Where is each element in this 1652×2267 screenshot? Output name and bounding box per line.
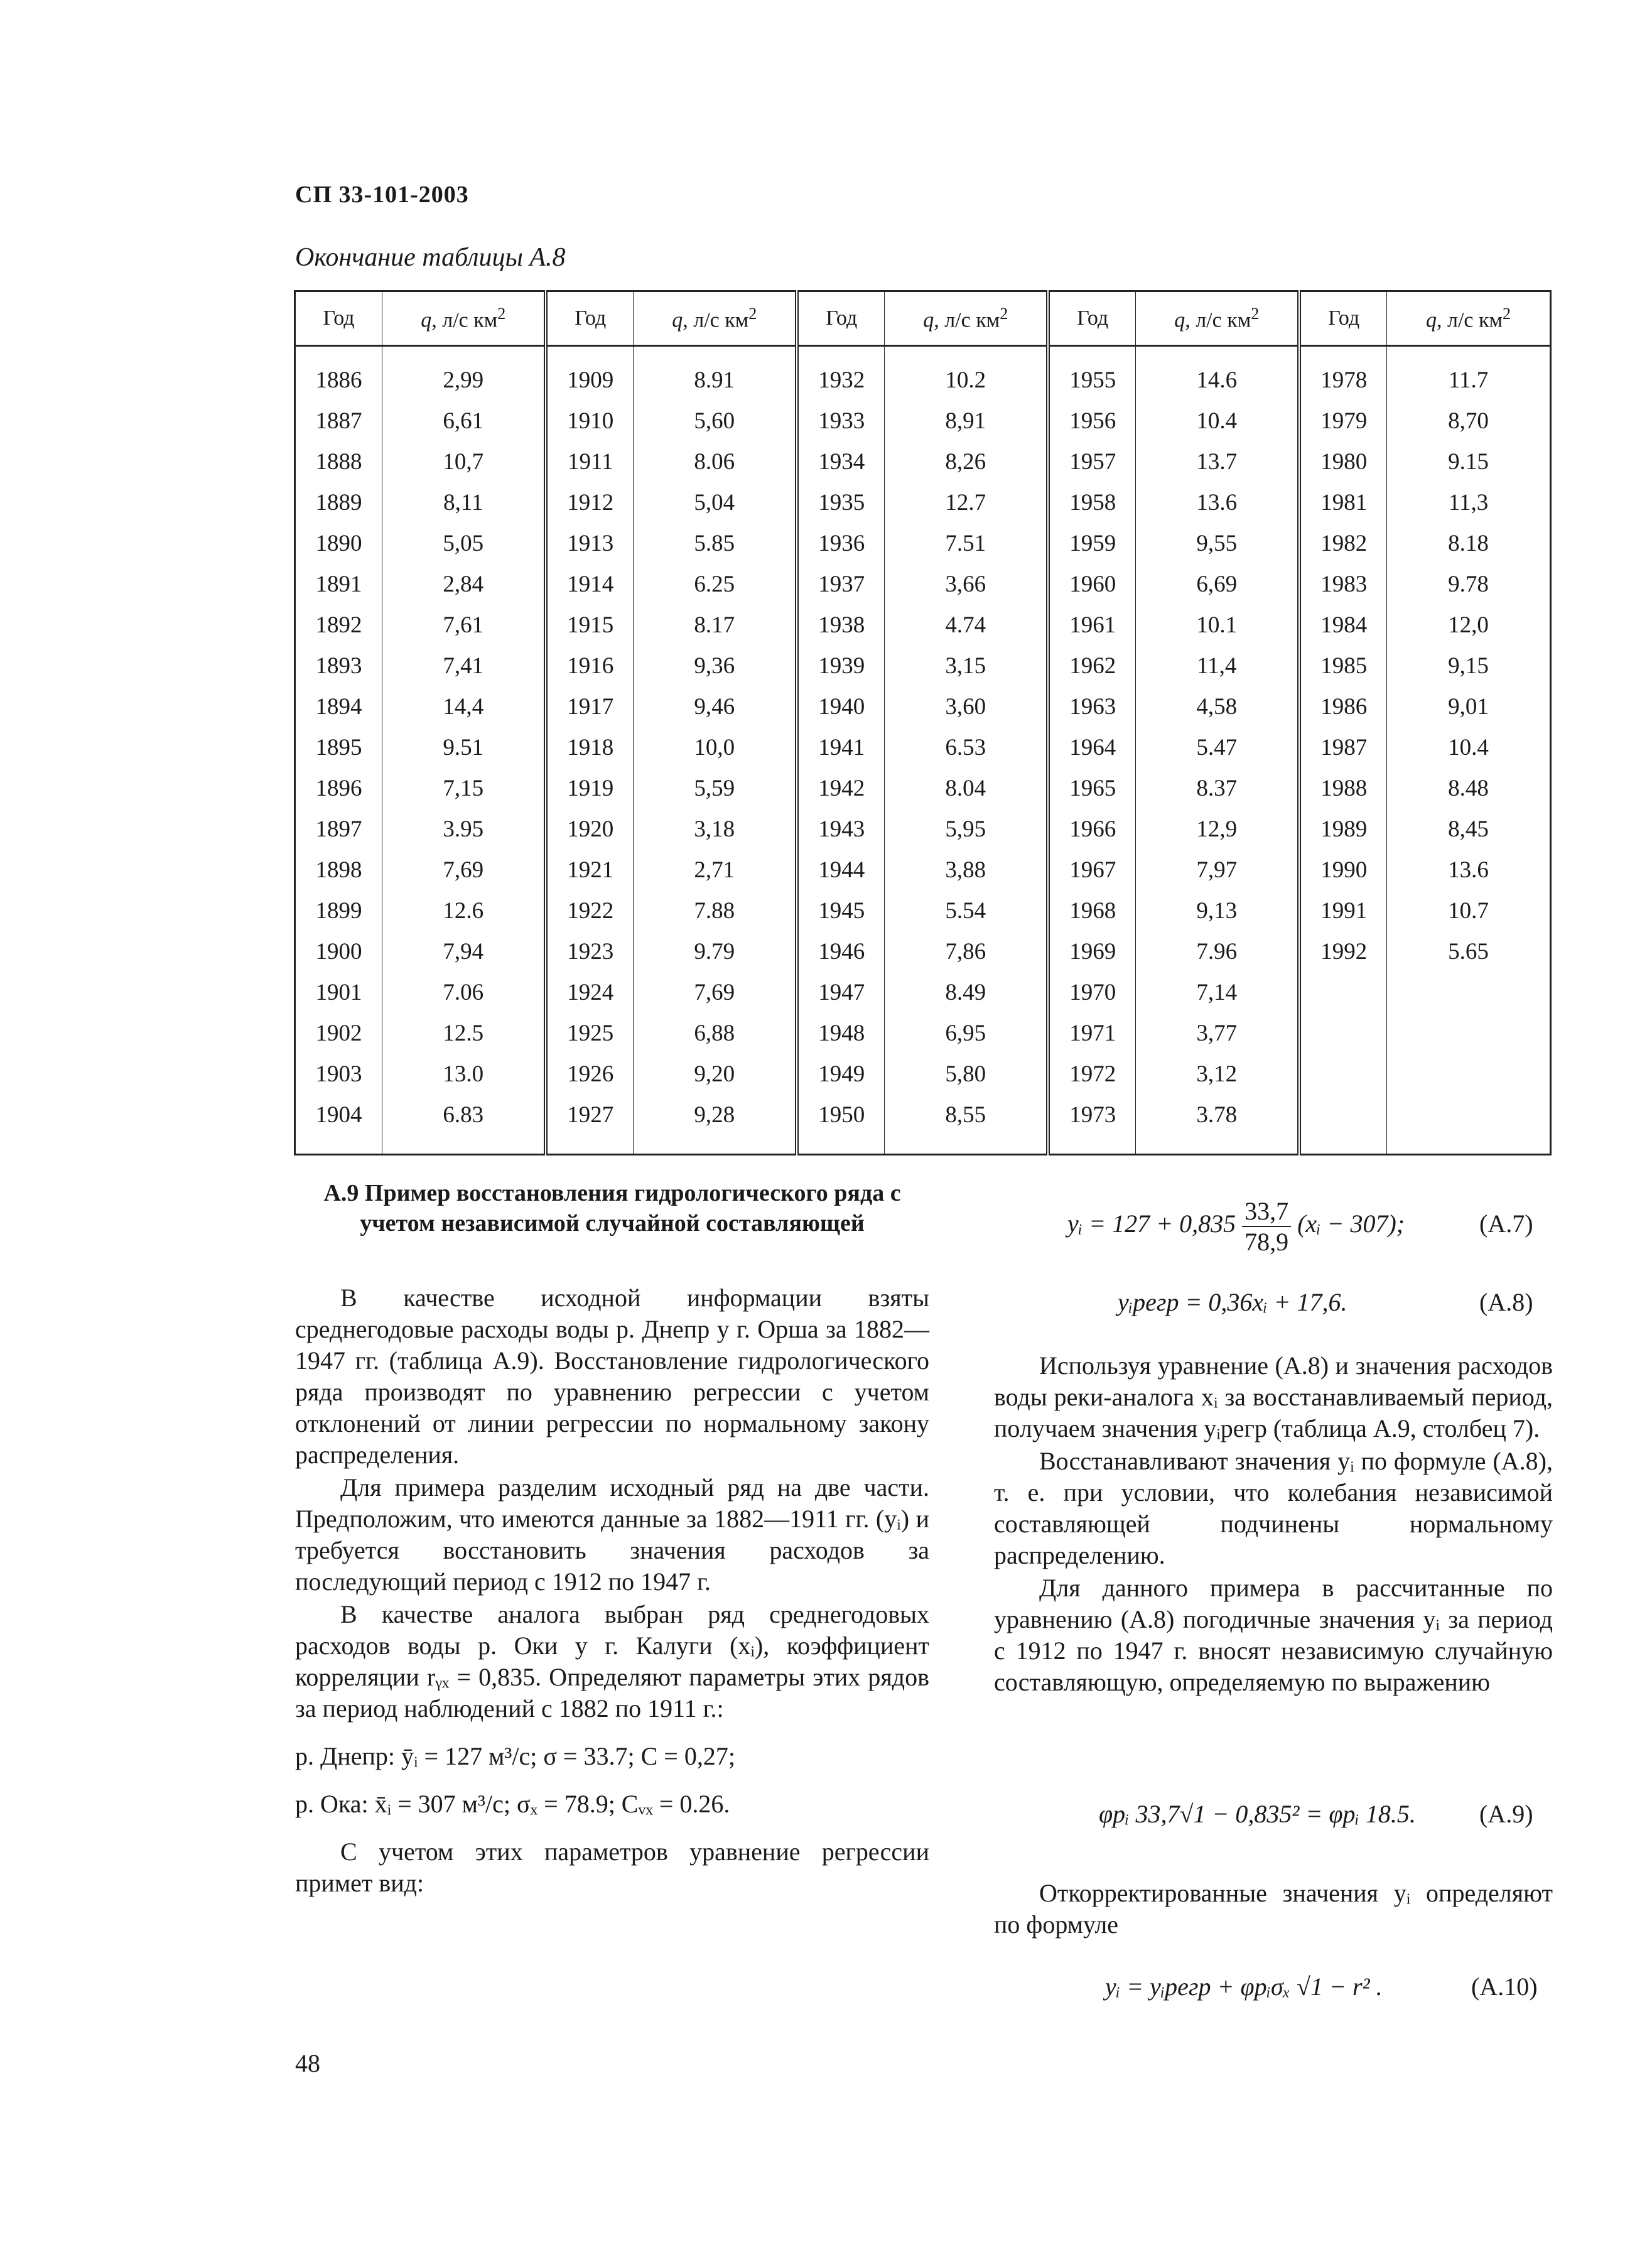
q-value-cell: 9,46 <box>634 686 797 727</box>
table-row <box>295 441 1551 482</box>
year-cell: 1961 <box>1048 605 1135 646</box>
q-value-cell: 8.49 <box>885 972 1049 1013</box>
year-cell: 1991 <box>1299 890 1386 931</box>
q-value-cell: 3,12 <box>1136 1054 1300 1095</box>
q-value-cell: 3,88 <box>885 850 1049 890</box>
year-cell: 1926 <box>546 1054 633 1095</box>
q-value-cell: 9,28 <box>634 1095 797 1155</box>
column-header-q <box>382 291 546 346</box>
q-value-cell: 8,45 <box>1387 809 1551 850</box>
q-value-cell: 5.47 <box>1136 727 1300 768</box>
q-value-cell: 9,01 <box>1387 686 1551 727</box>
q-unit: , л/с км <box>934 308 1000 332</box>
year-cell: 1956 <box>1048 401 1135 441</box>
q-value-cell: 14,4 <box>382 686 546 727</box>
year-cell: 1988 <box>1299 768 1386 809</box>
right-column-text-2 <box>994 1878 1553 1942</box>
q-value-cell <box>1387 1013 1551 1054</box>
dnepr-parameters: р. Днепр: ȳᵢ = 127 м³/с; σ = 33.7; C = 0,27; <box>295 1742 735 1770</box>
year-cell: 1912 <box>546 482 633 523</box>
q-value-cell: 2,84 <box>382 564 546 605</box>
year-cell: 1985 <box>1299 646 1386 686</box>
table-row <box>295 890 1551 931</box>
q-unit: , л/с км <box>1436 308 1503 332</box>
year-cell: 1891 <box>295 564 382 605</box>
q-value-cell: 10.4 <box>1387 727 1551 768</box>
year-cell: 1903 <box>295 1054 382 1095</box>
q-value-cell: 7.06 <box>382 972 546 1013</box>
year-cell: 1990 <box>1299 850 1386 890</box>
year-cell <box>1299 1054 1386 1095</box>
year-cell: 1973 <box>1048 1095 1135 1155</box>
q-value-cell: 5,04 <box>634 482 797 523</box>
q-value-cell: 4.74 <box>885 605 1049 646</box>
q-value-cell: 10.2 <box>885 346 1049 401</box>
equation-number-a8: (А.8) <box>1479 1288 1533 1316</box>
table-row <box>295 1095 1551 1155</box>
q-value-cell: 5,80 <box>885 1054 1049 1095</box>
year-cell: 1971 <box>1048 1013 1135 1054</box>
q-value-cell: 5,05 <box>382 523 546 564</box>
year-cell: 1960 <box>1048 564 1135 605</box>
year-cell: 1972 <box>1048 1054 1135 1095</box>
q-value-cell: 6,61 <box>382 401 546 441</box>
table-row <box>295 931 1551 972</box>
q-value-cell: 7.51 <box>885 523 1049 564</box>
right-paragraph-4: Откорректированные значения yᵢ определяют по формуле <box>994 1879 1553 1939</box>
year-cell: 1939 <box>797 646 884 686</box>
q-value-cell: 5.54 <box>885 890 1049 931</box>
q-value-cell: 5.65 <box>1387 931 1551 972</box>
left-paragraph-2: Для примера разделим исходный ряд на две части. Предположим, что имеются данные за 1882—1911 гг. (yᵢ) и требуется восстановить значения расходов за последующий период с 1912 по 1947 г. <box>295 1473 929 1596</box>
oka-parameters: р. Ока: x̄ᵢ = 307 м³/с; σₓ = 78.9; Cᵥₓ = 0.26. <box>295 1790 730 1818</box>
q-value-cell: 8.37 <box>1136 768 1300 809</box>
q-value-cell: 7,97 <box>1136 850 1300 890</box>
q-value-cell: 7,86 <box>885 931 1049 972</box>
left-paragraph-3: В качестве аналога выбран ряд среднегодовых расходов воды р. Оки у г. Калуги (xᵢ), коэффициент корреляции rᵧₓ = 0,835. Определяют параметры этих рядов за период наблюдений с 1882 по 1911 г.: <box>295 1600 929 1723</box>
year-cell: 1984 <box>1299 605 1386 646</box>
q-value-cell: 6,95 <box>885 1013 1049 1054</box>
q-value-cell: 7,94 <box>382 931 546 972</box>
year-cell: 1979 <box>1299 401 1386 441</box>
column-header-year: Год <box>546 291 633 346</box>
year-cell: 1955 <box>1048 346 1135 401</box>
page-number: 48 <box>295 2049 320 2077</box>
year-cell: 1900 <box>295 931 382 972</box>
q-value-cell: 8.91 <box>634 346 797 401</box>
year-cell: 1978 <box>1299 346 1386 401</box>
q-value-cell: 7,41 <box>382 646 546 686</box>
year-cell: 1992 <box>1299 931 1386 972</box>
formula-a7-numerator: 33,7 <box>1242 1196 1291 1227</box>
q-value-cell: 12.5 <box>382 1013 546 1054</box>
year-cell: 1942 <box>797 768 884 809</box>
q-value-cell: 12,9 <box>1136 809 1300 850</box>
q-value-cell <box>1387 1095 1551 1155</box>
table-row <box>295 1013 1551 1054</box>
year-cell: 1986 <box>1299 686 1386 727</box>
q-value-cell: 3,15 <box>885 646 1049 686</box>
table-row <box>295 768 1551 809</box>
column-header-q <box>634 291 797 346</box>
q-value-cell: 3.78 <box>1136 1095 1300 1155</box>
q-value-cell: 7.88 <box>634 890 797 931</box>
q-value-cell: 8,26 <box>885 441 1049 482</box>
year-cell: 1937 <box>797 564 884 605</box>
table-row <box>295 850 1551 890</box>
year-cell: 1959 <box>1048 523 1135 564</box>
q-value-cell: 13.6 <box>1387 850 1551 890</box>
table-row <box>295 482 1551 523</box>
right-paragraph-1: Используя уравнение (А.8) и значения расходов воды реки-аналога xᵢ за восстанавливаемый период, получаем значения yᵢрегр (таблица А.9, столбец 7). <box>994 1351 1553 1442</box>
q-value-cell: 12,0 <box>1387 605 1551 646</box>
q-value-cell: 10.7 <box>1387 890 1551 931</box>
year-cell: 1933 <box>797 401 884 441</box>
table-row <box>295 523 1551 564</box>
q-value-cell: 6.83 <box>382 1095 546 1155</box>
q-value-cell: 8.04 <box>885 768 1049 809</box>
equation-number-a10: (А.10) <box>1471 1972 1538 2001</box>
q-value-cell: 14.6 <box>1136 346 1300 401</box>
year-cell: 1889 <box>295 482 382 523</box>
q-value-cell: 9,36 <box>634 646 797 686</box>
year-cell: 1946 <box>797 931 884 972</box>
left-paragraph-1: В качестве исходной информации взяты среднегодовые расходы воды р. Днепр у г. Орша за 1882—1947 гг. (таблица А.9). Восстановление гидрологического ряда производят по уравнению регрессии с учетом отклонений от линии регрессии по нормальному закону распределения. <box>295 1284 929 1469</box>
year-cell: 1919 <box>546 768 633 809</box>
q-value-cell: 9.15 <box>1387 441 1551 482</box>
year-cell: 1920 <box>546 809 633 850</box>
year-cell: 1898 <box>295 850 382 890</box>
q-value-cell: 8.48 <box>1387 768 1551 809</box>
year-cell: 1989 <box>1299 809 1386 850</box>
year-cell: 1924 <box>546 972 633 1013</box>
q-value-cell: 11,3 <box>1387 482 1551 523</box>
q-value-cell: 13.6 <box>1136 482 1300 523</box>
year-cell: 1969 <box>1048 931 1135 972</box>
table-row <box>295 346 1551 401</box>
q-value-cell: 3,66 <box>885 564 1049 605</box>
column-header-q <box>1136 291 1300 346</box>
table-caption: Окончание таблицы А.8 <box>295 243 566 272</box>
year-cell: 1892 <box>295 605 382 646</box>
year-cell: 1932 <box>797 346 884 401</box>
q-value-cell: 7,61 <box>382 605 546 646</box>
formula-a8: yᵢрегр = 0,36xᵢ + 17,6. <box>1118 1288 1347 1316</box>
equation-number-a7: (А.7) <box>1479 1209 1533 1238</box>
q-value-cell: 10.4 <box>1136 401 1300 441</box>
q-unit: , л/с км <box>683 308 749 332</box>
q-value-cell: 11.7 <box>1387 346 1551 401</box>
column-header-q <box>1387 291 1551 346</box>
table-row <box>295 564 1551 605</box>
formula-a7-fraction <box>1242 1196 1291 1257</box>
year-cell: 1938 <box>797 605 884 646</box>
year-cell: 1904 <box>295 1095 382 1155</box>
year-cell: 1950 <box>797 1095 884 1155</box>
q-unit-exponent: 2 <box>1503 304 1511 323</box>
year-cell: 1980 <box>1299 441 1386 482</box>
q-value-cell: 8.17 <box>634 605 797 646</box>
column-header-year: Год <box>295 291 382 346</box>
q-value-cell: 5,59 <box>634 768 797 809</box>
column-header-year: Год <box>1048 291 1135 346</box>
q-value-cell: 7,69 <box>382 850 546 890</box>
formula-a10: yᵢ = yᵢрегр + φpᵢσₓ √1 − r² . <box>1105 1972 1383 2001</box>
table-row <box>295 605 1551 646</box>
year-cell: 1981 <box>1299 482 1386 523</box>
right-paragraph-3: Для данного примера в рассчитанные по уравнению (А.8) погодичные значения yᵢ за период с 1912 по 1947 г. вносят независимую случайную составляющую, определяемую по выражению <box>994 1574 1553 1696</box>
year-cell: 1935 <box>797 482 884 523</box>
year-cell: 1886 <box>295 346 382 401</box>
q-symbol: q <box>672 308 683 332</box>
year-cell: 1896 <box>295 768 382 809</box>
year-cell <box>1299 1095 1386 1155</box>
year-cell: 1962 <box>1048 646 1135 686</box>
q-value-cell: 3,18 <box>634 809 797 850</box>
q-value-cell: 9,13 <box>1136 890 1300 931</box>
formula-a9: φpᵢ 33,7√1 − 0,835² = φpᵢ 18.5. <box>1099 1800 1416 1828</box>
q-unit: , л/с км <box>1185 308 1251 332</box>
equation-number-a9: (А.9) <box>1479 1800 1533 1828</box>
column-header-year: Год <box>797 291 884 346</box>
q-value-cell: 3,60 <box>885 686 1049 727</box>
q-unit-exponent: 2 <box>1000 304 1008 323</box>
year-cell: 1916 <box>546 646 633 686</box>
year-cell: 1925 <box>546 1013 633 1054</box>
q-value-cell: 8,55 <box>885 1095 1049 1155</box>
q-value-cell: 7,14 <box>1136 972 1300 1013</box>
q-value-cell: 7.96 <box>1136 931 1300 972</box>
q-value-cell: 3.95 <box>382 809 546 850</box>
table-row <box>295 727 1551 768</box>
q-value-cell: 9.79 <box>634 931 797 972</box>
table-row <box>295 686 1551 727</box>
q-value-cell: 6,69 <box>1136 564 1300 605</box>
year-cell: 1948 <box>797 1013 884 1054</box>
year-cell: 1887 <box>295 401 382 441</box>
q-value-cell: 9,15 <box>1387 646 1551 686</box>
year-cell: 1934 <box>797 441 884 482</box>
year-cell: 1922 <box>546 890 633 931</box>
year-cell: 1987 <box>1299 727 1386 768</box>
year-cell: 1945 <box>797 890 884 931</box>
year-cell: 1943 <box>797 809 884 850</box>
q-value-cell: 8.06 <box>634 441 797 482</box>
q-value-cell: 6,88 <box>634 1013 797 1054</box>
year-cell: 1897 <box>295 809 382 850</box>
q-value-cell: 12.6 <box>382 890 546 931</box>
year-cell: 1949 <box>797 1054 884 1095</box>
q-value-cell: 5,60 <box>634 401 797 441</box>
year-cell: 1982 <box>1299 523 1386 564</box>
year-cell: 1944 <box>797 850 884 890</box>
q-value-cell: 6.53 <box>885 727 1049 768</box>
q-symbol: q <box>923 308 934 332</box>
year-cell: 1902 <box>295 1013 382 1054</box>
year-cell: 1913 <box>546 523 633 564</box>
column-header-year: Год <box>1299 291 1386 346</box>
year-cell: 1918 <box>546 727 633 768</box>
q-unit-exponent: 2 <box>1251 304 1260 323</box>
year-cell: 1957 <box>1048 441 1135 482</box>
year-cell: 1963 <box>1048 686 1135 727</box>
table-row <box>295 401 1551 441</box>
year-cell: 1958 <box>1048 482 1135 523</box>
q-value-cell: 10.1 <box>1136 605 1300 646</box>
formula-a7-denominator: 78,9 <box>1244 1228 1289 1256</box>
left-column <box>295 1282 929 1900</box>
year-cell: 1965 <box>1048 768 1135 809</box>
q-value-cell: 6.25 <box>634 564 797 605</box>
year-cell: 1894 <box>295 686 382 727</box>
year-cell: 1921 <box>546 850 633 890</box>
year-cell: 1909 <box>546 346 633 401</box>
year-cell: 1888 <box>295 441 382 482</box>
table-row <box>295 809 1551 850</box>
q-unit-exponent: 2 <box>497 304 506 323</box>
year-cell: 1893 <box>295 646 382 686</box>
right-column-text-1 <box>994 1350 1553 1699</box>
q-value-cell: 3,77 <box>1136 1013 1300 1054</box>
table-row <box>295 1054 1551 1095</box>
q-value-cell: 9.51 <box>382 727 546 768</box>
q-unit-exponent: 2 <box>748 304 757 323</box>
q-value-cell: 5.85 <box>634 523 797 564</box>
year-cell: 1917 <box>546 686 633 727</box>
q-value-cell: 13.7 <box>1136 441 1300 482</box>
table-row <box>295 646 1551 686</box>
q-value-cell <box>1387 972 1551 1013</box>
year-cell: 1910 <box>546 401 633 441</box>
formula-a7-rhs: (xᵢ − 307); <box>1297 1209 1405 1238</box>
q-value-cell: 4,58 <box>1136 686 1300 727</box>
year-cell: 1947 <box>797 972 884 1013</box>
q-value-cell: 2,99 <box>382 346 546 401</box>
year-cell: 1940 <box>797 686 884 727</box>
year-cell: 1936 <box>797 523 884 564</box>
year-cell: 1964 <box>1048 727 1135 768</box>
section-title: А.9 Пример восстановления гидрологического ряда с учетом независимой случайной составляющей <box>323 1180 901 1236</box>
q-value-cell: 8.18 <box>1387 523 1551 564</box>
q-value-cell: 8,11 <box>382 482 546 523</box>
year-cell: 1941 <box>797 727 884 768</box>
right-paragraph-2: Восстанавливают значения yᵢ по формуле (А.8), т. е. при условии, что колебания независимой составляющей подчинены нормальному распределению. <box>994 1447 1553 1569</box>
year-cell: 1966 <box>1048 809 1135 850</box>
q-value-cell: 10,0 <box>634 727 797 768</box>
q-value-cell: 9,20 <box>634 1054 797 1095</box>
q-value-cell: 8,70 <box>1387 401 1551 441</box>
q-value-cell: 9.78 <box>1387 564 1551 605</box>
q-value-cell: 8,91 <box>885 401 1049 441</box>
year-cell: 1927 <box>546 1095 633 1155</box>
year-cell: 1970 <box>1048 972 1135 1013</box>
column-header-q <box>885 291 1049 346</box>
q-value-cell: 2,71 <box>634 850 797 890</box>
year-cell <box>1299 972 1386 1013</box>
year-cell: 1968 <box>1048 890 1135 931</box>
q-value-cell: 13.0 <box>382 1054 546 1095</box>
year-cell: 1901 <box>295 972 382 1013</box>
year-cell: 1923 <box>546 931 633 972</box>
document-code: СП 33-101-2003 <box>295 181 469 208</box>
q-value-cell: 12.7 <box>885 482 1049 523</box>
year-cell: 1983 <box>1299 564 1386 605</box>
year-cell <box>1299 1013 1386 1054</box>
left-paragraph-4: С учетом этих параметров уравнение регрессии примет вид: <box>295 1837 929 1897</box>
data-table <box>294 290 1552 1155</box>
year-cell: 1911 <box>546 441 633 482</box>
year-cell: 1899 <box>295 890 382 931</box>
q-value-cell: 9,55 <box>1136 523 1300 564</box>
year-cell: 1895 <box>295 727 382 768</box>
q-symbol: q <box>1425 308 1437 332</box>
q-unit: , л/с км <box>431 308 498 332</box>
formula-a7-lhs: yᵢ = 127 + 0,835 <box>1067 1209 1236 1238</box>
year-cell: 1967 <box>1048 850 1135 890</box>
q-value-cell: 11,4 <box>1136 646 1300 686</box>
q-value-cell: 10,7 <box>382 441 546 482</box>
formula-a7 <box>1067 1196 1405 1257</box>
q-symbol: q <box>421 308 432 332</box>
year-cell: 1915 <box>546 605 633 646</box>
q-symbol: q <box>1174 308 1185 332</box>
q-value-cell: 5,95 <box>885 809 1049 850</box>
q-value-cell <box>1387 1054 1551 1095</box>
q-value-cell: 7,69 <box>634 972 797 1013</box>
year-cell: 1890 <box>295 523 382 564</box>
year-cell: 1914 <box>546 564 633 605</box>
q-value-cell: 7,15 <box>382 768 546 809</box>
table-row <box>295 972 1551 1013</box>
